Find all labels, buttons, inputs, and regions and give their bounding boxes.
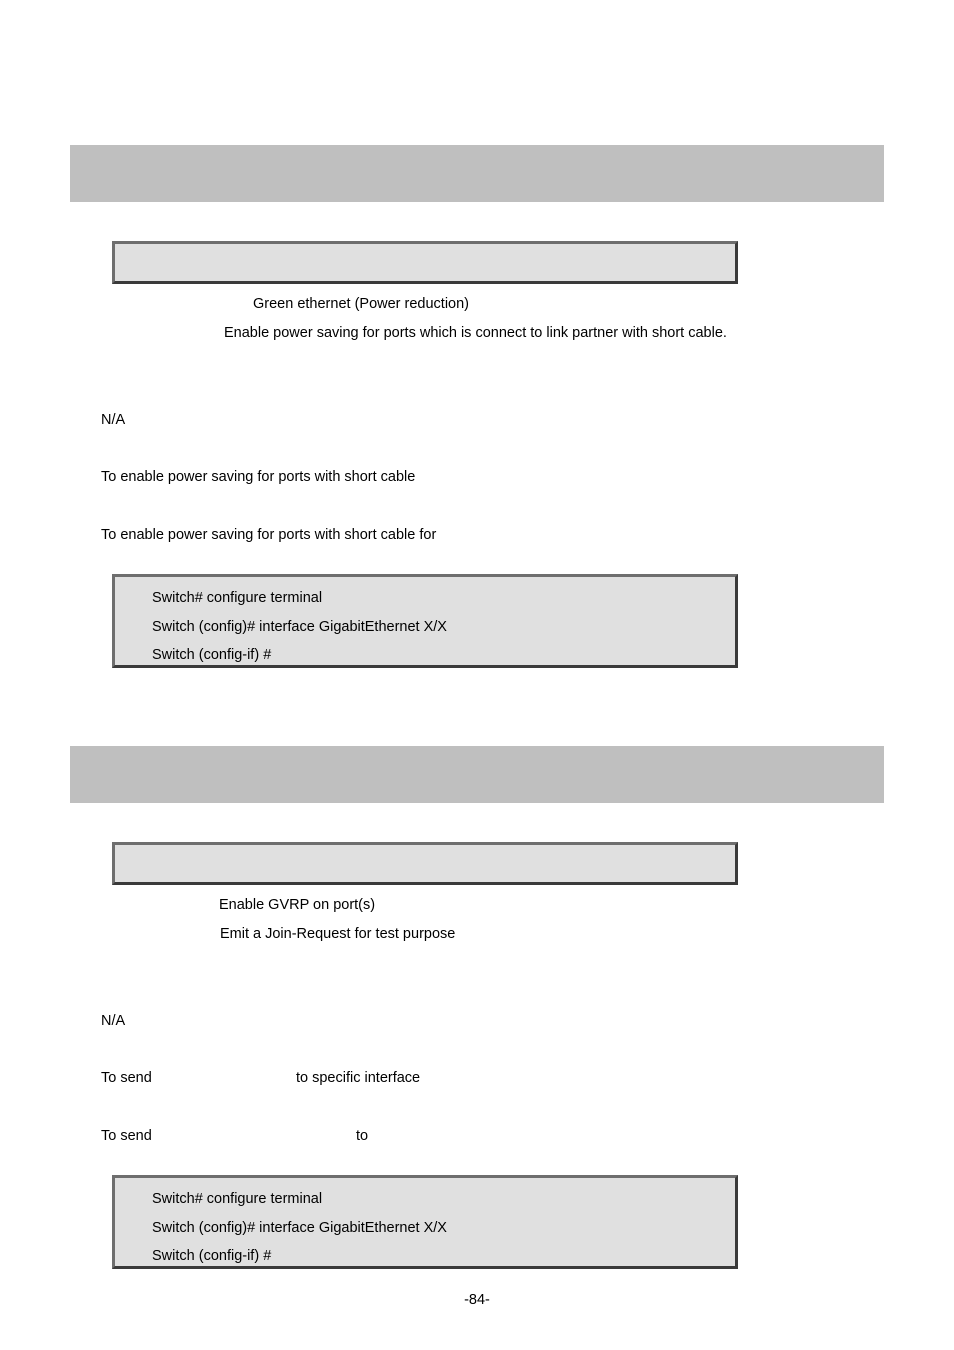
code-line: Switch (config-if) # [152, 647, 272, 663]
section-2-example-suffix: to [356, 1128, 369, 1144]
section-2-syntax-box [112, 842, 738, 885]
code-line: Switch# configure terminal [152, 590, 323, 606]
param-gvrp-description: Enable GVRP on port(s) [219, 897, 376, 913]
section-1-default: N/A [101, 412, 126, 428]
param-short-reach-description: Enable power saving for ports which is connect to link partner with short cable. [224, 325, 727, 341]
section-1-header-band [70, 145, 884, 202]
section-1-usage: To enable power saving for ports with short cable [101, 469, 416, 485]
section-2-usage-prefix: To send [101, 1070, 152, 1086]
param-green-description: Green ethernet (Power reduction) [253, 296, 469, 312]
code-line: Switch (config)# interface GigabitEthernet X/X [152, 619, 447, 635]
section-2-header-band [70, 746, 884, 803]
section-1-example-intro: To enable power saving for ports with short cable for [101, 527, 437, 543]
section-2-usage-suffix: to specific interface [296, 1070, 421, 1086]
page-number: -84- [464, 1292, 490, 1308]
code-line: Switch# configure terminal [152, 1191, 323, 1207]
section-2-default: N/A [101, 1013, 126, 1029]
section-2-code-box [112, 1175, 738, 1269]
section-1-syntax-box [112, 241, 738, 284]
section-1-code-box [112, 574, 738, 668]
param-join-description: Emit a Join-Request for test purpose [220, 926, 456, 942]
code-line: Switch (config-if) # [152, 1248, 272, 1264]
section-2-example-prefix: To send [101, 1128, 152, 1144]
code-line: Switch (config)# interface GigabitEthernet X/X [152, 1220, 447, 1236]
